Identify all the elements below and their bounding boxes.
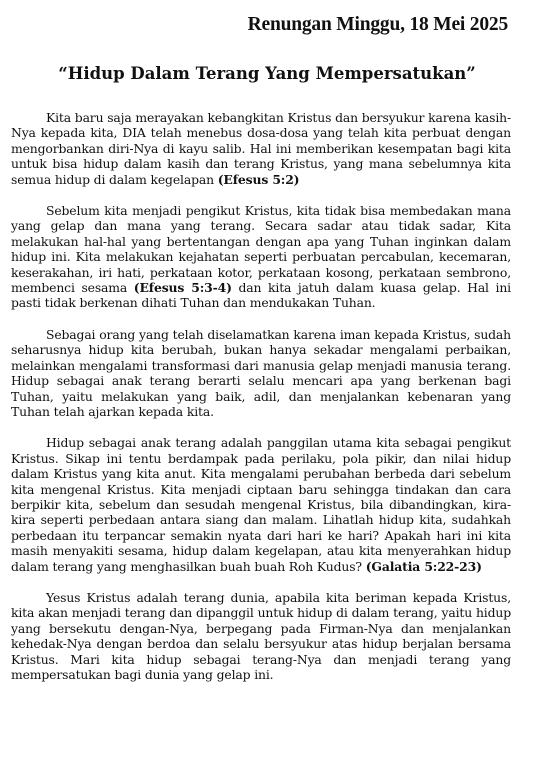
document-header-date: Renungan Minggu, 18 Mei 2025	[247, 14, 508, 35]
paragraph-text: Sebagai orang yang telah diselamatkan karena iman kepada Kristus, sudah seharusnya hidup kita berubah, bukan hanya sekadar mengalami perbaikan, melainkan mengalami transformasi dari manusia gelap menjadi manusia terang. Hidup sebagai anak terang berarti selalu mencari apa yang berkenan bagi Tuhan, yaitu melakukan yang baik, adil, dan menjalankan kebenaran yang Tuhan telah ajarkan kepada kita.	[11, 326, 511, 419]
paragraph-text-after: dan kita jatuh dalam kuasa gelap. Hal ini pasti tidak berkenan dihati Tuhan dan mendukakan Tuhan.	[11, 280, 511, 311]
paragraph-4	[11, 435, 511, 574]
paragraph-3	[11, 327, 511, 419]
paragraph-5	[11, 590, 511, 682]
paragraph-text: Hidup sebagai anak terang adalah panggilan utama kita sebagai pengikut Kristus. Sikap ini tentu berdampak pada perilaku, pola pikir, dan nilai hidup dalam Kristus yang kita anut. Kita mengalami perubahan berbeda dari sebelum kita mengenal Kristus. Kita menjadi ciptaan baru sehingga tindakan dan cara berpikir kita, sebelum dan sesudah mengenal Kristus, bila dibandingkan, kira-kira seperti perbedaan antara siang dan malam. Lihatlah hidup kita, sudahkah perbedaan itu terpancar semakin nyata dari hari ke hari? Apakah hari ini kita masih menyakiti sesama, hidup dalam kegelapan, atau kita menyerahkan hidup dalam terang yang menghasilkan buah buah Roh Kudus?	[11, 435, 511, 574]
scripture-reference: (Efesus 5:2)	[217, 171, 300, 187]
document-body	[11, 110, 511, 698]
scripture-reference: (Galatia 5:22-23)	[365, 558, 482, 574]
paragraph-text: Yesus Kristus adalah terang dunia, apabila kita beriman kepada Kristus, kita akan menjadi terang dan dipanggil untuk hidup di dalam terang, yaitu hidup yang bersekutu dengan-Nya, berpegang pada Firman-Nya dan menjalankan kehedak-Nya dengan berdoa dan selalu bersyukur atas hidup berjalan bersama Kristus. Mari kita hidup sebagai terang-Nya dan menjadi terang yang mempersatukan bagi dunia yang gelap ini.	[11, 589, 511, 682]
paragraph-text: Sebelum kita menjadi pengikut Kristus, kita tidak bisa membedakan mana yang gelap dan mana yang terang. Secara sadar atau tidak sadar, Kita melakukan hal-hal yang bertentangan dengan apa yang Tuhan inginkan dalam hidup ini. Kita melakukan kejahatan seperti perbuatan percabulan, kecemaran, keserakahan, iri hati, perkataan kotor, perkataan kosong, perkataan sembrono, membenci sesama	[11, 203, 511, 296]
paragraph-text: Kita baru saja merayakan kebangkitan Kristus dan bersyukur karena kasih-Nya kepada kita, DIA telah menebus dosa-dosa yang telah kita perbuat dengan mengorbankan diri-Nya di kayu salib. Hal ini memberikan kesempatan bagi kita untuk bisa hidup dalam kasih dan terang Kristus, yang mana sebelumnya kita semua hidup di dalam kegelapan	[11, 110, 511, 187]
paragraph-2	[11, 203, 511, 311]
paragraph-1	[11, 110, 511, 187]
scripture-reference: (Efesus 5:3-4)	[133, 280, 232, 296]
document-title: “Hidup Dalam Terang Yang Mempersatukan”	[58, 64, 476, 83]
